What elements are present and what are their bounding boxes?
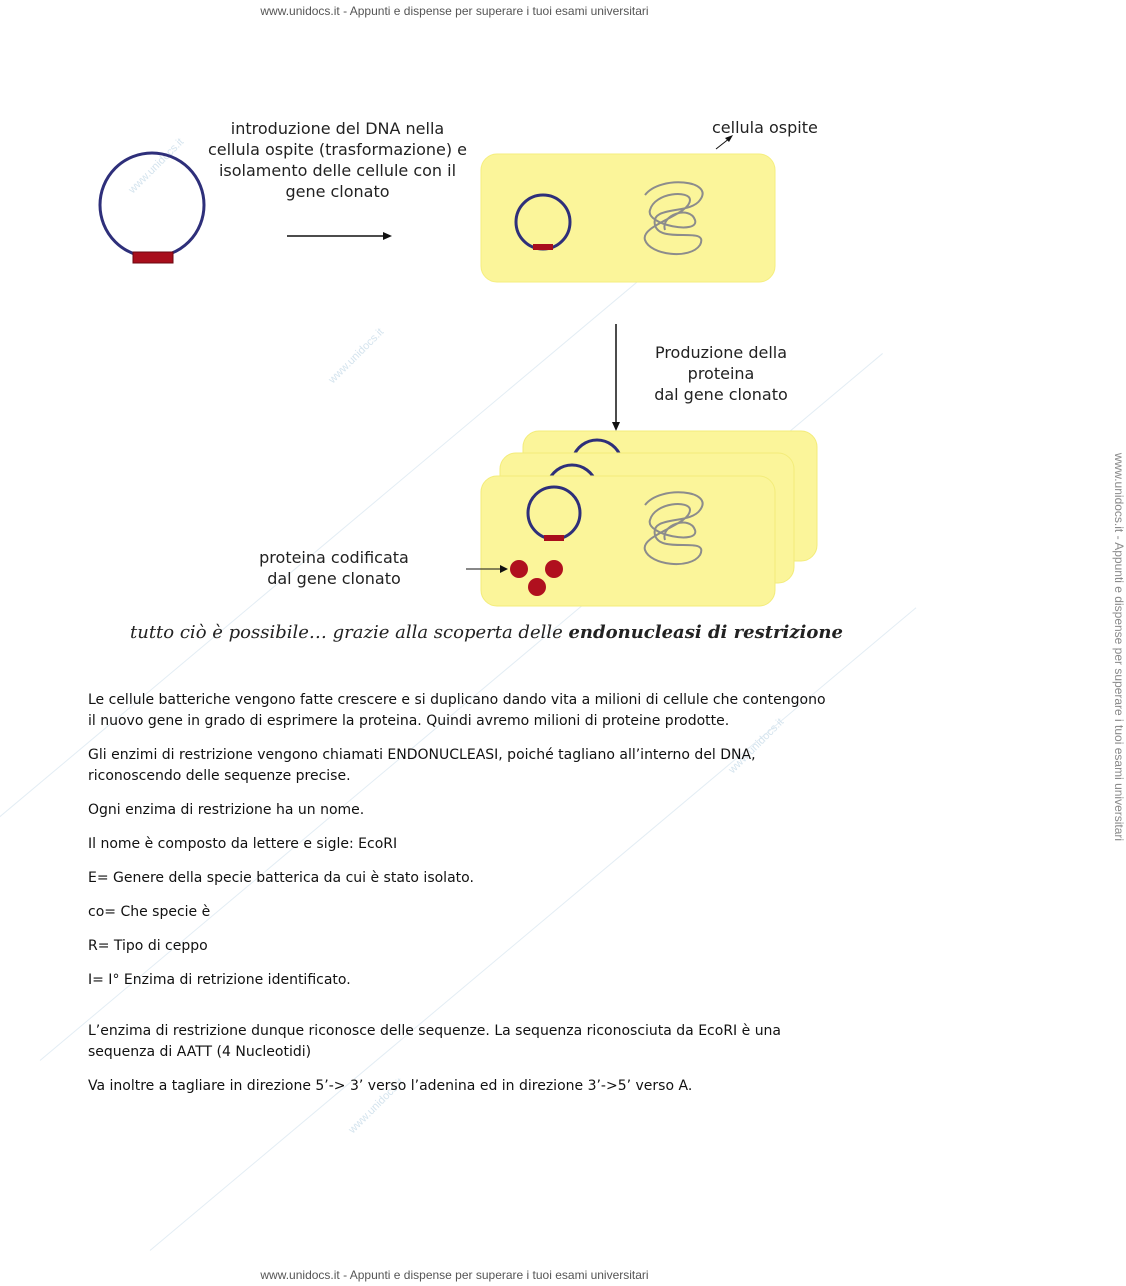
step1-label (200, 118, 475, 202)
step1-line: gene clonato (285, 182, 390, 201)
caption-bold-text: endonucleasi di restrizione (568, 622, 843, 643)
paragraph: Va inoltre a tagliare in direzione 5’-> 3’ verso l’adenina ed in direzione 3’->5’ verso A. (88, 1078, 693, 1094)
paragraph: R= Tipo di ceppo (88, 938, 208, 954)
arrow-down-icon (612, 324, 620, 431)
paragraph: Ogni enzima di restrizione ha un nome. (88, 802, 365, 818)
page-footer: www.unidocs.it - Appunti e dispense per superare i tuoi esami universitari (260, 1268, 649, 1282)
watermark-text: www.unidocs.it (726, 716, 787, 776)
step2-line: dal gene clonato (654, 385, 788, 404)
step2-label (640, 342, 802, 405)
plasmid-icon (100, 153, 204, 263)
paragraph: Gli enzimi di restrizione vengono chiamati ENDONUCLEASI, poiché tagliano all’interno del DNA, riconoscendo delle sequenze precise. (88, 747, 756, 784)
caption-text: tutto ciò è possibile… grazie alla scoperta delle (130, 622, 569, 643)
protein-label (240, 547, 428, 589)
cloning-diagram (0, 0, 909, 660)
paragraph: co= Che specie è (88, 904, 211, 920)
host-cell-icon (481, 154, 775, 282)
paragraph: L’enzima di restrizione dunque riconosce delle sequenze. La sequenza riconosciuta da EcoRI è una sequenza di AATT (4 Nucleotidi) (88, 1023, 782, 1060)
page-header: www.unidocs.it - Appunti e dispense per superare i tuoi esami universitari (260, 4, 649, 18)
host-cell-label: cellula ospite (712, 118, 818, 137)
protein-line: dal gene clonato (267, 569, 401, 588)
step1-line: cellula ospite (trasformazione) e (207, 140, 468, 159)
cell-stack-icon (481, 431, 817, 606)
paragraph: Il nome è composto da lettere e sigle: EcoRI (88, 836, 398, 852)
step2-line: Produzione della (654, 343, 788, 362)
paragraph: Le cellule batteriche vengono fatte crescere e si duplicano dando vita a milioni di cellule che contengono il nuovo gene in grado di esprimere la proteina. Quindi avremo milioni di proteine prodotte. (88, 692, 826, 729)
watermark-text: www.unidocs.it (326, 326, 387, 386)
step2-line: proteina (687, 364, 755, 383)
right-margin-text: www.unidocs.it - Appunti e dispense per superare i tuoi esami universitari (1112, 452, 1126, 842)
protein-line: proteina codificata (259, 548, 409, 567)
figure-caption (130, 622, 843, 643)
paragraph: I= I° Enzima di retrizione identificato. (88, 972, 351, 988)
watermark-text: www.unidocs.it (126, 136, 187, 196)
body-text (88, 690, 828, 1110)
arrow-right-icon (287, 232, 392, 240)
step1-line: introduzione del DNA nella (230, 119, 445, 138)
paragraph: E= Genere della specie batterica da cui è stato isolato. (88, 870, 474, 886)
step1-line: isolamento delle cellule con il (218, 161, 457, 180)
watermark-text: www.unidocs.it (346, 1076, 407, 1136)
